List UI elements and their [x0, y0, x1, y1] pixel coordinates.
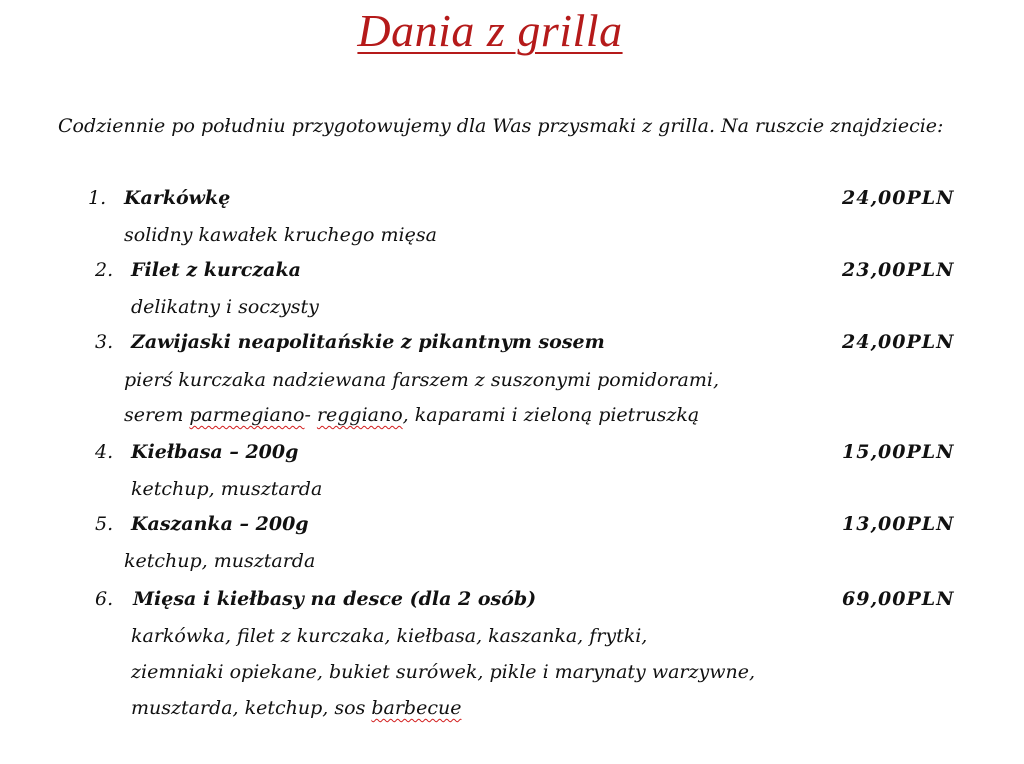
item-name: Mięsa i kiełbasy na desce (dla 2 osób)	[133, 588, 537, 610]
item-name: Kiełbasa – 200g	[131, 441, 299, 463]
item-name: Filet z kurczaka	[131, 259, 301, 281]
menu-title: Dania z grilla	[357, 5, 623, 56]
spellcheck-underline: barbecue	[371, 697, 462, 719]
item-price: 24,00PLN	[842, 331, 955, 353]
item-description: ketchup, musztarda	[124, 550, 316, 572]
item-price: 69,00PLN	[842, 588, 955, 610]
item-description: delikatny i soczysty	[131, 296, 319, 318]
item-price: 13,00PLN	[842, 513, 955, 535]
item-price: 23,00PLN	[842, 259, 955, 281]
intro-text: Codziennie po południu przygotowujemy dla Was przysmaki z grilla. Na ruszcie znajdziecie:	[58, 115, 944, 137]
item-description: solidny kawałek kruchego mięsa	[124, 224, 437, 246]
item-number: 6.	[95, 588, 114, 610]
item-price: 24,00PLN	[842, 187, 955, 209]
item-description: karkówka, filet z kurczaka, kiełbasa, kaszanka, frytki,	[131, 625, 648, 647]
item-description: ziemniaki opiekane, bukiet surówek, pikle i marynaty warzywne,	[131, 661, 756, 683]
item-name: Zawijaski neapolitańskie z pikantnym sosem	[131, 331, 605, 353]
item-description: ketchup, musztarda	[131, 478, 323, 500]
spellcheck-underline: reggiano	[316, 404, 403, 426]
item-price: 15,00PLN	[842, 441, 955, 463]
item-number: 3.	[95, 331, 114, 353]
item-number: 1.	[88, 187, 107, 209]
item-name: Karkówkę	[124, 187, 231, 209]
item-description: serem parmegiano- reggiano, kaparami i zieloną pietruszką	[124, 404, 700, 426]
item-number: 4.	[95, 441, 114, 463]
item-name: Kaszanka – 200g	[131, 513, 309, 535]
item-number: 5.	[95, 513, 114, 535]
spellcheck-underline: parmegiano	[189, 404, 305, 426]
item-description: pierś kurczaka nadziewana farszem z suszonymi pomidorami,	[124, 369, 719, 391]
item-description: musztarda, ketchup, sos barbecue	[131, 697, 462, 719]
item-number: 2.	[95, 259, 114, 281]
